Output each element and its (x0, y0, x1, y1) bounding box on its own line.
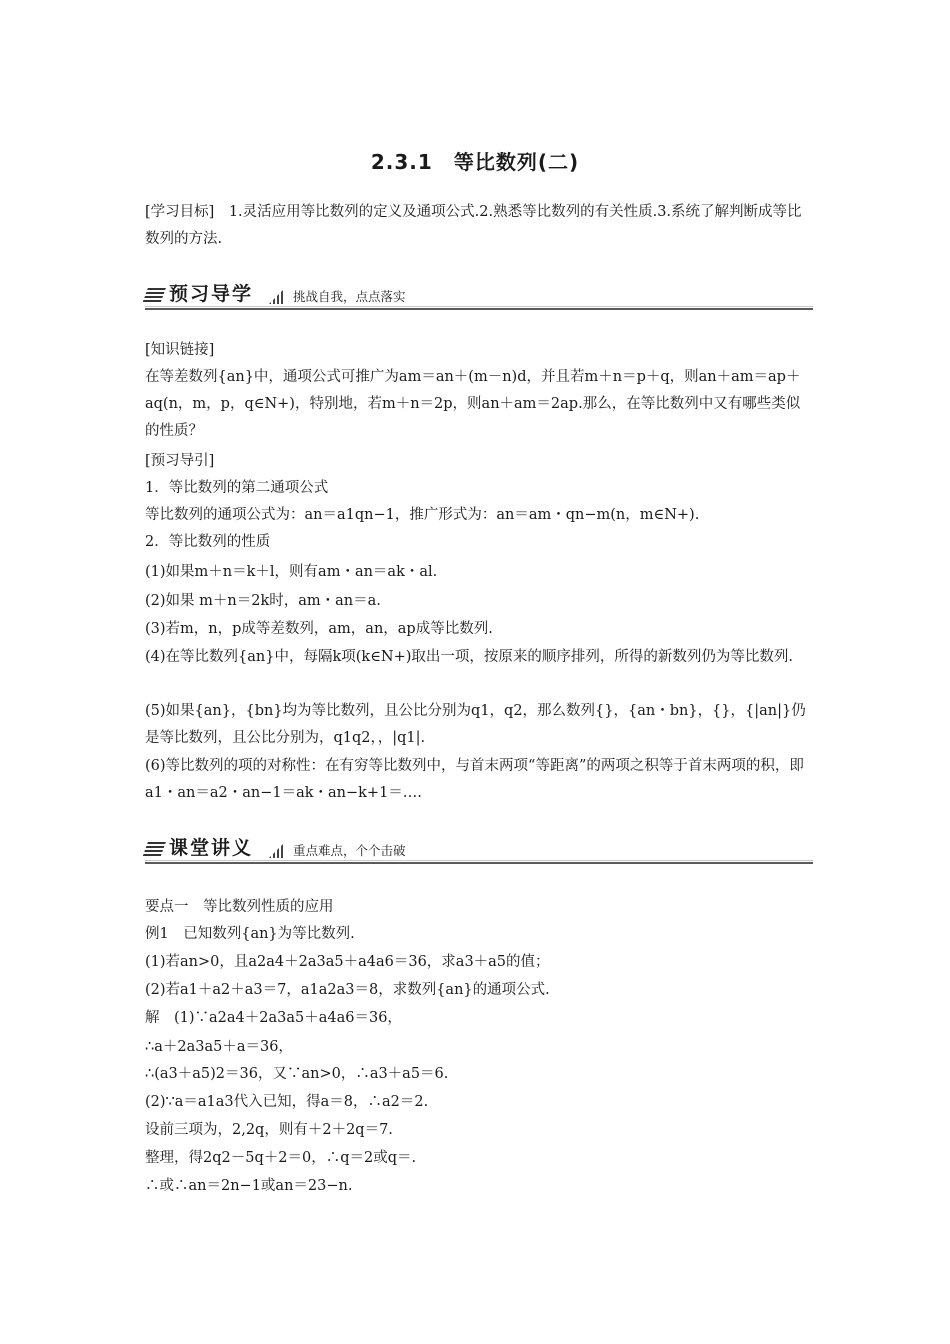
solution-line: (2)∵a＝a1a3代入已知，得a＝8，∴a2＝2. (145, 1094, 429, 1110)
example-1-question-1: (1)若an>0，且a2a4＋2a3a5＋a4a6＝36，求a3＋a5的值； (145, 954, 550, 970)
section-banner-lecture (145, 830, 813, 864)
property-2: (2)如果 m＋n＝2k时，am・an＝a. (145, 593, 381, 609)
page-title: 2.3.1 等比数列(二) (370, 150, 580, 174)
section-rule (145, 862, 813, 864)
guide-heading: [预习导引] (145, 453, 215, 469)
section-rule-thin (145, 306, 813, 307)
section-title: 预习导学 (169, 283, 254, 305)
guide-item-2-title: 2．等比数列的性质 (145, 534, 271, 550)
solution-line: ∴或∴an＝2n−1或an＝23−n. (145, 1178, 353, 1194)
knowledge-heading: [知识链接] (145, 342, 215, 358)
banner-wedge-icon (269, 844, 283, 858)
example-1-question-2: (2)若a1＋a2＋a3＝7，a1a2a3＝8，求数列{an}的通项公式. (145, 982, 550, 998)
solution-line: 解 (1)∵a2a4＋2a3a5＋a4a6＝36， (145, 1010, 402, 1026)
section-banner-preview (145, 276, 813, 310)
section-rule (145, 308, 813, 310)
solution-line: ∴a＋2a3a5＋a＝36， (145, 1039, 293, 1055)
solution-line: 整理，得2q2－5q＋2＝0，∴q＝2或q＝. (145, 1150, 417, 1166)
section-rule-thin (145, 860, 813, 861)
section-title: 课堂讲义 (169, 837, 254, 859)
property-3: (3)若m，n，p成等差数列，am，an，ap成等比数列. (145, 621, 493, 637)
property-1: (1)如果m＋n＝k＋l，则有am・an＝ak・al. (145, 564, 438, 580)
section-subtitle: 挑战自我，点点落实 (293, 289, 406, 304)
solution-line: ∴(a3＋a5)2＝36，又∵an>0，∴a3＋a5＝6. (145, 1066, 449, 1082)
guide-item-1-text: 等比数列的通项公式为：an＝a1qn−1，推广形式为：an＝am・qn−m(n，m∈N+). (145, 507, 700, 523)
section-subtitle: 重点难点，个个击破 (293, 843, 406, 858)
property-5: (5)如果{an}，{bn}均为等比数列，且公比分别为q1，q2，那么数列{}，{an・bn}，{}，{|an|}仍是等比数列，且公比分别为，q1q2，，|q1|. (145, 703, 806, 746)
solution-line: 设前三项为，2,2q，则有＋2＋2q＝7. (145, 1122, 393, 1138)
learning-goals: [学习目标] 1.灵活应用等比数列的定义及通项公式.2.熟悉等比数列的有关性质.3.系统了解判断成等比数列的方法. (145, 204, 802, 247)
banner-wedge-icon (269, 290, 283, 304)
banner-stripes-icon (142, 842, 166, 858)
guide-item-1-title: 1．等比数列的第二通项公式 (145, 480, 329, 496)
knowledge-text: 在等差数列{an}中，通项公式可推广为am＝an＋(m－n)d，并且若m＋n＝p＋q，则an＋am＝ap＋aq(n，m，p，q∈N+)，特别地，若m＋n＝2p，则an＋am＝2ap.那么，在等比数列中又有哪些类似的性质？ (145, 369, 801, 439)
key-point-1: 要点一 等比数列性质的应用 (145, 899, 334, 915)
property-4: (4)在等比数列{an}中，每隔k项(k∈N+)取出一项，按原来的顺序排列，所得的新数列仍为等比数列. (145, 649, 794, 665)
property-6: (6)等比数列的项的对称性：在有穷等比数列中，与首末两项“等距离”的两项之积等于首末两项的积，即a1・an＝a2・an−1＝ak・an−k+1＝…. (145, 758, 804, 801)
example-1-problem: 例1 已知数列{an}为等比数列. (145, 926, 355, 942)
banner-stripes-icon (142, 288, 166, 304)
